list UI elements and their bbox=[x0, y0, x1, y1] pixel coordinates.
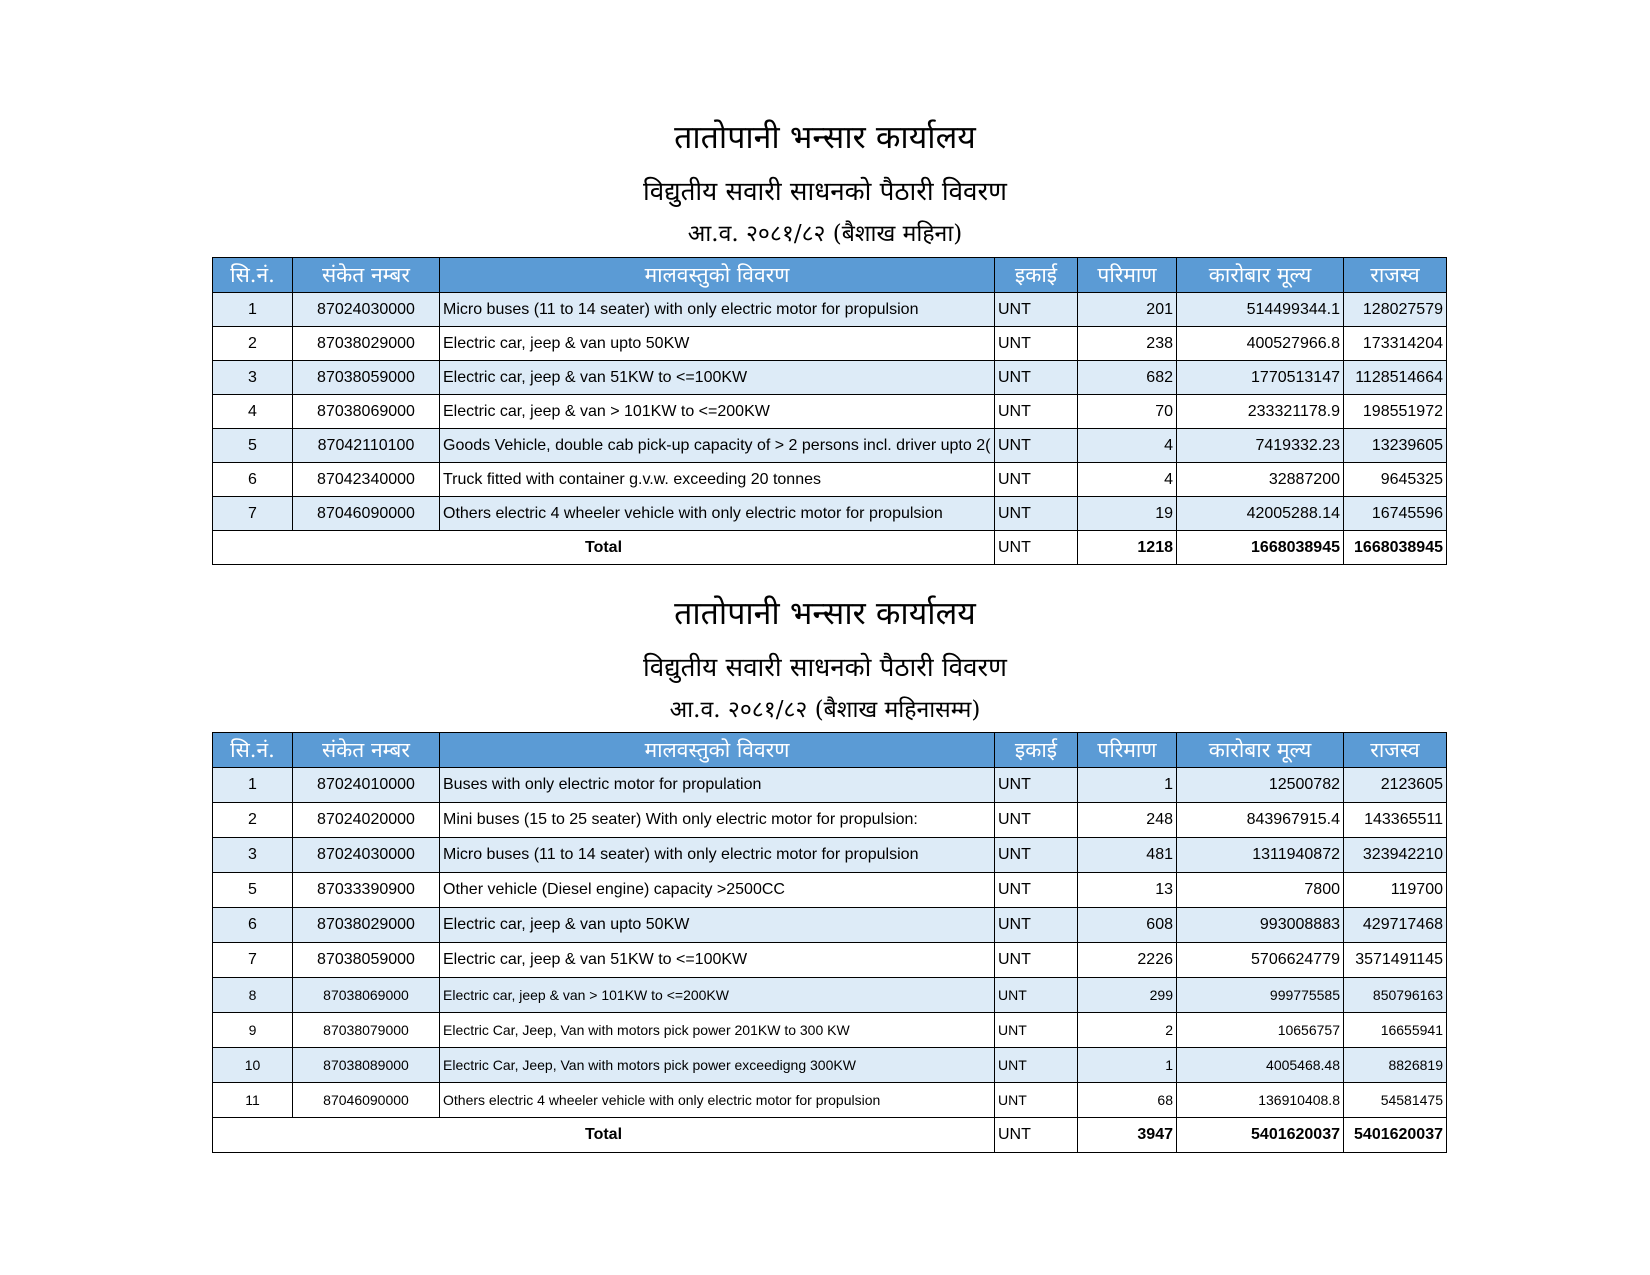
report-period: आ.व. २०८१/८२ (बैशाख महिना) bbox=[687, 221, 963, 247]
unit-cell: UNT bbox=[995, 768, 1078, 803]
unit-cell: UNT bbox=[995, 1083, 1078, 1118]
revenue-cell: 9645325 bbox=[1344, 463, 1447, 497]
revenue-cell: 128027579 bbox=[1344, 293, 1447, 327]
description-cell: Other vehicle (Diesel engine) capacity >2500CC bbox=[440, 873, 995, 908]
unit-cell: UNT bbox=[995, 395, 1078, 429]
total-row bbox=[213, 1118, 1447, 1153]
code-cell: 87024010000 bbox=[293, 768, 440, 803]
serial-cell: 9 bbox=[213, 1013, 293, 1048]
total-value: 5401620037 bbox=[1177, 1118, 1344, 1153]
report-subtitle: विद्युतीय सवारी साधनको पैठारी विवरण bbox=[643, 653, 1007, 683]
unit-cell: UNT bbox=[995, 1013, 1078, 1048]
description-cell: Goods Vehicle, double cab pick-up capacity of > 2 persons incl. driver upto 2( bbox=[440, 429, 995, 463]
total-label: Total bbox=[213, 531, 995, 565]
table-row bbox=[213, 768, 1447, 803]
header-code: संकेत नम्बर bbox=[293, 733, 440, 768]
unit-cell: UNT bbox=[995, 838, 1078, 873]
table-row bbox=[213, 395, 1447, 429]
description-cell: Electric car, jeep & van upto 50KW bbox=[440, 908, 995, 943]
table-row bbox=[213, 943, 1447, 978]
quantity-cell: 4 bbox=[1078, 429, 1177, 463]
revenue-cell: 119700 bbox=[1344, 873, 1447, 908]
table-header-row bbox=[213, 733, 1447, 768]
header-unit: इकाई bbox=[995, 733, 1078, 768]
table-row bbox=[213, 838, 1447, 873]
quantity-cell: 608 bbox=[1078, 908, 1177, 943]
table-header-row bbox=[213, 258, 1447, 293]
table-row bbox=[213, 908, 1447, 943]
revenue-cell: 323942210 bbox=[1344, 838, 1447, 873]
value-cell: 999775585 bbox=[1177, 978, 1344, 1013]
serial-cell: 1 bbox=[213, 293, 293, 327]
quantity-cell: 68 bbox=[1078, 1083, 1177, 1118]
table-row bbox=[213, 361, 1447, 395]
quantity-cell: 1 bbox=[1078, 1048, 1177, 1083]
code-cell: 87024030000 bbox=[293, 293, 440, 327]
revenue-cell: 850796163 bbox=[1344, 978, 1447, 1013]
revenue-cell: 143365511 bbox=[1344, 803, 1447, 838]
code-cell: 87038059000 bbox=[293, 361, 440, 395]
code-cell: 87038059000 bbox=[293, 943, 440, 978]
unit-cell: UNT bbox=[995, 803, 1078, 838]
code-cell: 87038069000 bbox=[293, 395, 440, 429]
value-cell: 843967915.4 bbox=[1177, 803, 1344, 838]
unit-cell: UNT bbox=[995, 978, 1078, 1013]
header-description: मालवस्तुको विवरण bbox=[440, 733, 995, 768]
value-cell: 32887200 bbox=[1177, 463, 1344, 497]
quantity-cell: 201 bbox=[1078, 293, 1177, 327]
header-serial: सि.नं. bbox=[213, 733, 293, 768]
description-cell: Electric car, jeep & van > 101KW to <=200KW bbox=[440, 395, 995, 429]
header-revenue: राजस्व bbox=[1344, 258, 1447, 293]
total-unit: UNT bbox=[995, 1118, 1078, 1153]
table-row bbox=[213, 873, 1447, 908]
unit-cell: UNT bbox=[995, 463, 1078, 497]
header-revenue: राजस्व bbox=[1344, 733, 1447, 768]
value-cell: 5706624779 bbox=[1177, 943, 1344, 978]
total-row bbox=[213, 531, 1447, 565]
serial-cell: 4 bbox=[213, 395, 293, 429]
header-code: संकेत नम्बर bbox=[293, 258, 440, 293]
value-cell: 1311940872 bbox=[1177, 838, 1344, 873]
description-cell: Buses with only electric motor for propulation bbox=[440, 768, 995, 803]
unit-cell: UNT bbox=[995, 497, 1078, 531]
revenue-cell: 2123605 bbox=[1344, 768, 1447, 803]
serial-cell: 6 bbox=[213, 908, 293, 943]
serial-cell: 11 bbox=[213, 1083, 293, 1118]
office-title: तातोपानी भन्सार कार्यालय bbox=[674, 594, 976, 632]
table-row bbox=[213, 1013, 1447, 1048]
description-cell: Electric car, jeep & van 51KW to <=100KW bbox=[440, 361, 995, 395]
unit-cell: UNT bbox=[995, 293, 1078, 327]
code-cell: 87038029000 bbox=[293, 908, 440, 943]
total-unit: UNT bbox=[995, 531, 1078, 565]
header-description: मालवस्तुको विवरण bbox=[440, 258, 995, 293]
header-value: कारोबार मूल्य bbox=[1177, 258, 1344, 293]
office-title: तातोपानी भन्सार कार्यालय bbox=[674, 118, 976, 156]
serial-cell: 1 bbox=[213, 768, 293, 803]
value-cell: 10656757 bbox=[1177, 1013, 1344, 1048]
report-period: आ.व. २०८१/८२ (बैशाख महिनासम्म) bbox=[669, 697, 981, 723]
unit-cell: UNT bbox=[995, 429, 1078, 463]
unit-cell: UNT bbox=[995, 1048, 1078, 1083]
table-row bbox=[213, 497, 1447, 531]
code-cell: 87046090000 bbox=[293, 497, 440, 531]
quantity-cell: 2 bbox=[1078, 1013, 1177, 1048]
quantity-cell: 19 bbox=[1078, 497, 1177, 531]
value-cell: 42005288.14 bbox=[1177, 497, 1344, 531]
table-row bbox=[213, 978, 1447, 1013]
code-cell: 87042340000 bbox=[293, 463, 440, 497]
report-subtitle: विद्युतीय सवारी साधनको पैठारी विवरण bbox=[643, 177, 1007, 207]
description-cell: Others electric 4 wheeler vehicle with only electric motor for propulsion bbox=[440, 1083, 995, 1118]
quantity-cell: 481 bbox=[1078, 838, 1177, 873]
revenue-cell: 8826819 bbox=[1344, 1048, 1447, 1083]
revenue-cell: 13239605 bbox=[1344, 429, 1447, 463]
unit-cell: UNT bbox=[995, 327, 1078, 361]
serial-cell: 8 bbox=[213, 978, 293, 1013]
quantity-cell: 70 bbox=[1078, 395, 1177, 429]
code-cell: 87033390900 bbox=[293, 873, 440, 908]
code-cell: 87038069000 bbox=[293, 978, 440, 1013]
header-value: कारोबार मूल्य bbox=[1177, 733, 1344, 768]
quantity-cell: 2226 bbox=[1078, 943, 1177, 978]
code-cell: 87038029000 bbox=[293, 327, 440, 361]
revenue-cell: 16655941 bbox=[1344, 1013, 1447, 1048]
code-cell: 87024020000 bbox=[293, 803, 440, 838]
unit-cell: UNT bbox=[995, 943, 1078, 978]
description-cell: Others electric 4 wheeler vehicle with only electric motor for propulsion bbox=[440, 497, 995, 531]
code-cell: 87042110100 bbox=[293, 429, 440, 463]
table-row bbox=[213, 463, 1447, 497]
header-quantity: परिमाण bbox=[1078, 258, 1177, 293]
serial-cell: 3 bbox=[213, 838, 293, 873]
revenue-cell: 3571491145 bbox=[1344, 943, 1447, 978]
value-cell: 12500782 bbox=[1177, 768, 1344, 803]
import-table-cumulative bbox=[212, 732, 1447, 1153]
quantity-cell: 13 bbox=[1078, 873, 1177, 908]
description-cell: Electric car, jeep & van 51KW to <=100KW bbox=[440, 943, 995, 978]
value-cell: 136910408.8 bbox=[1177, 1083, 1344, 1118]
quantity-cell: 1 bbox=[1078, 768, 1177, 803]
total-quantity: 3947 bbox=[1078, 1118, 1177, 1153]
header-unit: इकाई bbox=[995, 258, 1078, 293]
table-row bbox=[213, 327, 1447, 361]
value-cell: 400527966.8 bbox=[1177, 327, 1344, 361]
total-revenue: 1668038945 bbox=[1344, 531, 1447, 565]
description-cell: Electric car, jeep & van > 101KW to <=200KW bbox=[440, 978, 995, 1013]
code-cell: 87024030000 bbox=[293, 838, 440, 873]
total-quantity: 1218 bbox=[1078, 531, 1177, 565]
revenue-cell: 1128514664 bbox=[1344, 361, 1447, 395]
quantity-cell: 248 bbox=[1078, 803, 1177, 838]
description-cell: Micro buses (11 to 14 seater) with only electric motor for propulsion bbox=[440, 293, 995, 327]
header-quantity: परिमाण bbox=[1078, 733, 1177, 768]
serial-cell: 10 bbox=[213, 1048, 293, 1083]
value-cell: 514499344.1 bbox=[1177, 293, 1344, 327]
value-cell: 7419332.23 bbox=[1177, 429, 1344, 463]
revenue-cell: 173314204 bbox=[1344, 327, 1447, 361]
total-label: Total bbox=[213, 1118, 995, 1153]
serial-cell: 5 bbox=[213, 873, 293, 908]
total-revenue: 5401620037 bbox=[1344, 1118, 1447, 1153]
revenue-cell: 198551972 bbox=[1344, 395, 1447, 429]
description-cell: Electric Car, Jeep, Van with motors pick power 201KW to 300 KW bbox=[440, 1013, 995, 1048]
serial-cell: 2 bbox=[213, 327, 293, 361]
table-row bbox=[213, 429, 1447, 463]
value-cell: 233321178.9 bbox=[1177, 395, 1344, 429]
unit-cell: UNT bbox=[995, 873, 1078, 908]
serial-cell: 2 bbox=[213, 803, 293, 838]
revenue-cell: 54581475 bbox=[1344, 1083, 1447, 1118]
total-value: 1668038945 bbox=[1177, 531, 1344, 565]
code-cell: 87046090000 bbox=[293, 1083, 440, 1118]
description-cell: Mini buses (15 to 25 seater) With only electric motor for propulsion: bbox=[440, 803, 995, 838]
revenue-cell: 429717468 bbox=[1344, 908, 1447, 943]
code-cell: 87038079000 bbox=[293, 1013, 440, 1048]
value-cell: 7800 bbox=[1177, 873, 1344, 908]
quantity-cell: 299 bbox=[1078, 978, 1177, 1013]
quantity-cell: 4 bbox=[1078, 463, 1177, 497]
value-cell: 993008883 bbox=[1177, 908, 1344, 943]
code-cell: 87038089000 bbox=[293, 1048, 440, 1083]
description-cell: Electric Car, Jeep, Van with motors pick power exceedigng 300KW bbox=[440, 1048, 995, 1083]
quantity-cell: 682 bbox=[1078, 361, 1177, 395]
serial-cell: 6 bbox=[213, 463, 293, 497]
description-cell: Micro buses (11 to 14 seater) with only electric motor for propulsion bbox=[440, 838, 995, 873]
header-serial: सि.नं. bbox=[213, 258, 293, 293]
unit-cell: UNT bbox=[995, 908, 1078, 943]
import-table-monthly bbox=[212, 257, 1447, 565]
table-row bbox=[213, 1048, 1447, 1083]
value-cell: 1770513147 bbox=[1177, 361, 1344, 395]
revenue-cell: 16745596 bbox=[1344, 497, 1447, 531]
value-cell: 4005468.48 bbox=[1177, 1048, 1344, 1083]
table-row bbox=[213, 293, 1447, 327]
unit-cell: UNT bbox=[995, 361, 1078, 395]
table-row bbox=[213, 1083, 1447, 1118]
description-cell: Truck fitted with container g.v.w. exceeding 20 tonnes bbox=[440, 463, 995, 497]
table-row bbox=[213, 803, 1447, 838]
serial-cell: 5 bbox=[213, 429, 293, 463]
serial-cell: 7 bbox=[213, 497, 293, 531]
description-cell: Electric car, jeep & van upto 50KW bbox=[440, 327, 995, 361]
serial-cell: 7 bbox=[213, 943, 293, 978]
serial-cell: 3 bbox=[213, 361, 293, 395]
quantity-cell: 238 bbox=[1078, 327, 1177, 361]
